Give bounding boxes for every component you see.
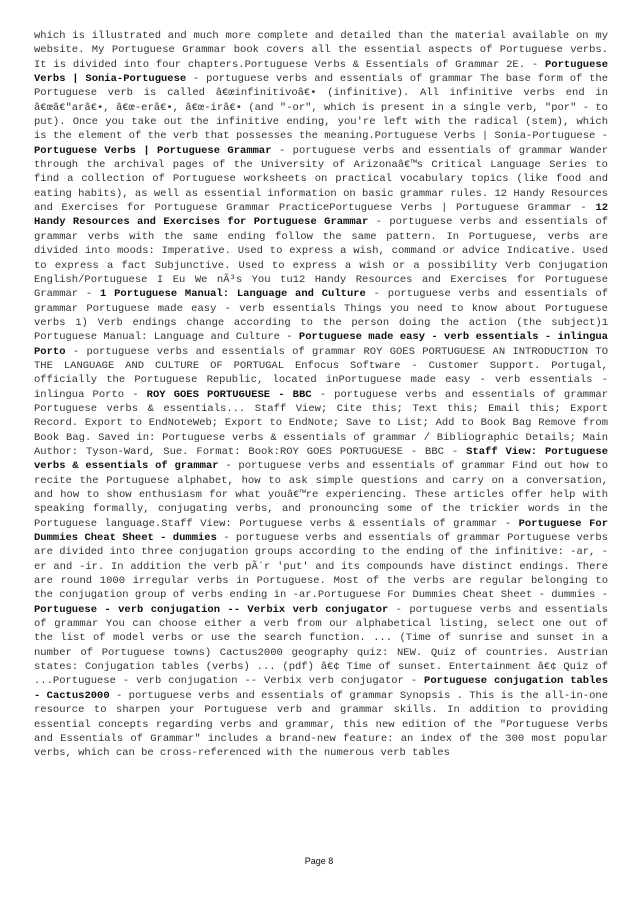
bold-heading-text: 1 Portuguese Manual: Language and Culture [100, 288, 366, 301]
body-text-segment: - portuguese verbs and essentials of grammar Synopsis . This is the all-in-one resource to sharpen your Portuguese verb and grammar skills. In addition to providing essential concepts regarding verbs and grammar, this new edition of the "Portuguese Verbs and Essentials of Grammar" includes a brand-new feature: an index of the 300 most popular verbs, which can be cross-referenced with the numerous verb tables [34, 689, 608, 760]
body-text [34, 29, 608, 761]
bold-heading-text: Portuguese For Dummies Cheat Sheet - dummies [34, 517, 609, 545]
body-text-segment: - portuguese verbs and essentials of grammar Find out how to recite the Portuguese alphabet, how to ask simple questions and carry on a conversation, and how to show enthusiasm for what youâ€™re experiencing. These articles offer help with speaking formally, conjugating verbs, and pronouncing some of the trickier words in the Portuguese language.Staff View: Portuguese verbs & essentials of grammar - [34, 460, 608, 530]
bold-heading-text: Portuguese Verbs | Portuguese Grammar [34, 144, 272, 157]
bold-heading-text: ROY GOES PORTUGUESE - BBC [146, 388, 312, 401]
bold-heading-text: Staff View: Portuguese verbs & essentials of grammar [34, 445, 608, 473]
bold-heading-text: Portuguese made easy - verb essentials - inlingua Porto [34, 331, 608, 358]
body-text-segment: - portuguese verbs and essentials of grammar You can choose either a verb from our alphabetical listing, select one out of the list of model verbs or use the search function. ... (Time of sunrise and sunset in a number of Portuguese towns) Cactus2000 geography quiz: NEW. Quiz of countries. Austrian states: Conjugation tables (verbs) ... (pdf) â€¢ Time of sunset. Entertainment â€¢ Quiz of ...Portuguese - verb conjugation -- Verbix verb conjugator - [34, 603, 608, 688]
body-text-segment: - portuguese verbs and essentials of grammar Portuguese verbs & essentials... Staff View; Cite this; Text this; Email this; Export Record. Export to EndNoteWeb; Export to EndNote; Save to List; Add to Book Bag Remove from Book Bag. Saved in: Portuguese verbs & essentials of grammar / Bibliographic Details; Main Author: Tyson-Ward, Sue. Format: Book:ROY GOES PORTUGUESE - BBC - [34, 388, 609, 458]
bold-heading-text: Portuguese Verbs | Sonia-Portuguese [34, 58, 608, 86]
body-text-segment: - portuguese verbs and essentials of grammar The base form of the Portuguese verb is called â€œinfinitivoâ€• (infinitive). All infinitive verbs end in â€œâ€"arâ€•, â€œ-erâ€•, â€œ-irâ€• (and "-or", which is present in a single verb, "por" - to put). Once you take out the infinitive ending, you're left with the radical (stem), which is the element of the verb that possesses the meaning.Portuguese Verbs | Sonia-Portuguese - [34, 73, 608, 143]
bold-heading-text: 12 Handy Resources and Exercises for Portuguese Grammar [34, 202, 608, 229]
body-text-segment: - portuguese verbs and essentials of grammar verbs with the same ending follow the same pattern. In Portuguese, verbs are divided into moods: Imperative. Used to express a wish, command or advice Indicative. Used to express a fact Subjunctive. Used to express a wish or a possibility Verb Conjugation English/Portuguese I Eu We nÃ³s You tu12 Handy Resources and Exercises for Portuguese Grammar - [34, 216, 609, 301]
body-text-segment: - portuguese verbs and essentials of grammar Portuguese verbs are divided into three conjugation groups according to the ending of the infinitive: -ar, -er and -ir. In addition the verb pÃ´r 'put' and its compounds have distinct endings. There are round 1000 irregular verbs in Portuguese. Most of the verbs are regular belonging to the conjugation group of verbs ending in -ar.Portuguese For Dummies Cheat Sheet - dummies - [34, 532, 608, 602]
bold-heading-text: Portuguese conjugation tables - Cactus2000 [34, 675, 608, 702]
page-number: Page 8 [304, 856, 334, 866]
body-text-segment: - portuguese verbs and essentials of grammar Wander through the archival pages of the University of Arizonaâ€™s Critical Language Series to find a collection of Portuguese worksheets on practical vocabulary topics (like food and eating habits), as well as essential information on basic grammar rules. 12 Handy Resources and Exercises for Portuguese Grammar PracticePortuguese Verbs | Portuguese Grammar - [34, 144, 609, 215]
bold-heading-text: Portuguese - verb conjugation -- Verbix verb conjugator [34, 603, 389, 616]
body-text-segment: - portuguese verbs and essentials of grammar Portuguese made easy - verb essentials Things you need to know about Portuguese verbs 1) Verb endings change according to the person doing the action (the subject)1 Portuguese Manual: Language and Culture - [34, 288, 608, 344]
body-text-segment: - portuguese verbs and essentials of grammar ROY GOES PORTUGUESE AN INTRODUCTION TO THE LANGUAGE AND CULTURE OF PORTUGAL Enfocus Software - Customer Support. Portugal, officially the Portuguese Republic, located inPortuguese made easy - verb essentials - inlingua Porto - [34, 345, 608, 401]
body-text-segment: which is illustrated and much more complete and detailed than the material available on my website. My Portuguese Grammar book covers all the essential aspects of Portuguese verbs. It is divided into four chapters.Portuguese Verbs & Essentials of Grammar 2E. - [34, 30, 608, 71]
